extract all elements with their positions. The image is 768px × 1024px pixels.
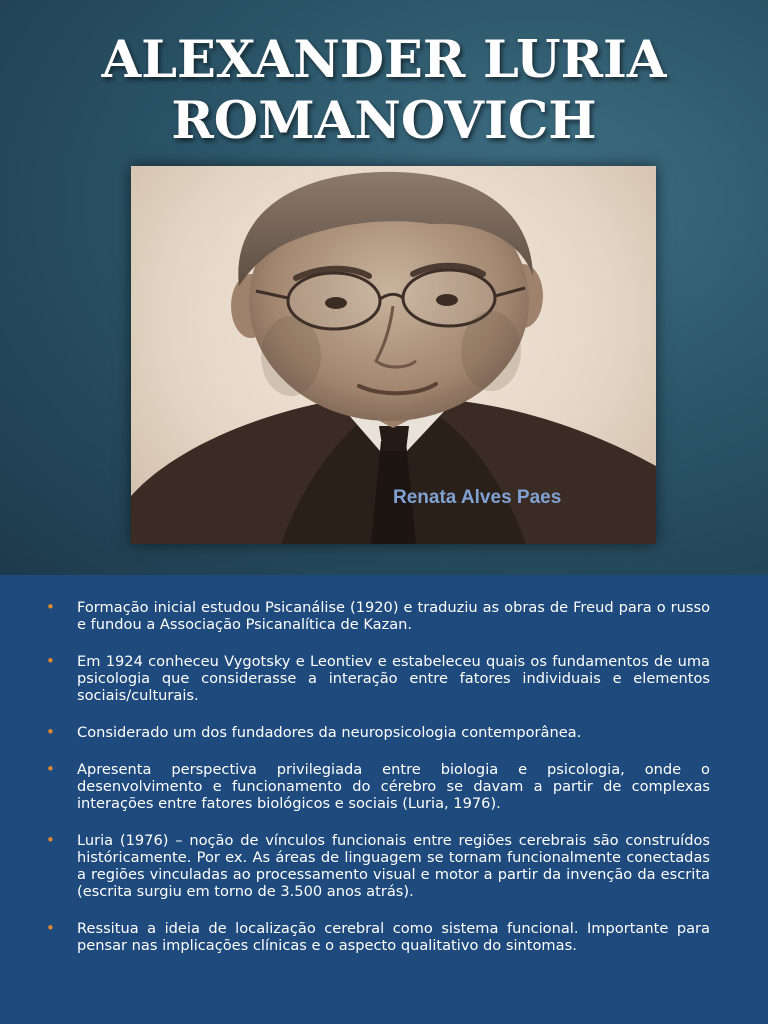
bullet-marker-icon: • — [46, 652, 55, 670]
bullet-text: Em 1924 conheceu Vygotsky e Leontiev e estabeleceu quais os fundamentos de uma psicologia que considerasse a interação entre fatores individuais e elementos sociais/culturais. — [77, 653, 710, 704]
bullet-marker-icon: • — [46, 760, 55, 778]
bullet-text: Ressitua a ideia de localização cerebral como sistema funcional. Importante para pensar nas implicações clínicas e o aspecto qualitativo do sintomas. — [77, 920, 710, 954]
bullet-marker-icon: • — [46, 723, 55, 741]
bullet-text: Considerado um dos fundadores da neuropsicologia contemporânea. — [77, 724, 582, 741]
bullet-marker-icon: • — [46, 831, 55, 849]
list-item — [46, 919, 710, 954]
author-caption: Renata Alves Paes — [393, 487, 562, 508]
title-line-1: ALEXANDER LURIA — [101, 30, 667, 90]
page-title — [0, 30, 768, 152]
bullet-text: Apresenta perspectiva privilegiada entre biologia e psicologia, onde o desenvolvimento e funcionamento do cérebro se davam a partir de complexas interações entre fatores biológicos e sociais (Luria, 1976). — [77, 761, 710, 812]
list-item — [46, 652, 710, 704]
list-item — [46, 760, 710, 812]
content-panel — [0, 575, 768, 1024]
bullet-marker-icon: • — [46, 919, 55, 937]
bullet-text: Formação inicial estudou Psicanálise (1920) e traduziu as obras de Freud para o russo e fundou a Associação Psicanalítica de Kazan. — [77, 599, 710, 633]
list-item — [46, 598, 710, 633]
title-line-2: ROMANOVICH — [171, 91, 597, 151]
bullet-marker-icon: • — [46, 598, 55, 616]
bullet-text: Luria (1976) – noção de vínculos funcionais entre regiões cerebrais são construídos históricamente. Por ex. As áreas de linguagem se tornam funcionalmente conectadas a regiões vinculadas ao processamento visual e motor a partir da invenção da escrita (escrita surgiu em torno de 3.500 anos atrás). — [77, 832, 710, 900]
bullet-list — [0, 599, 768, 974]
list-item — [46, 723, 710, 741]
list-item — [46, 831, 710, 900]
